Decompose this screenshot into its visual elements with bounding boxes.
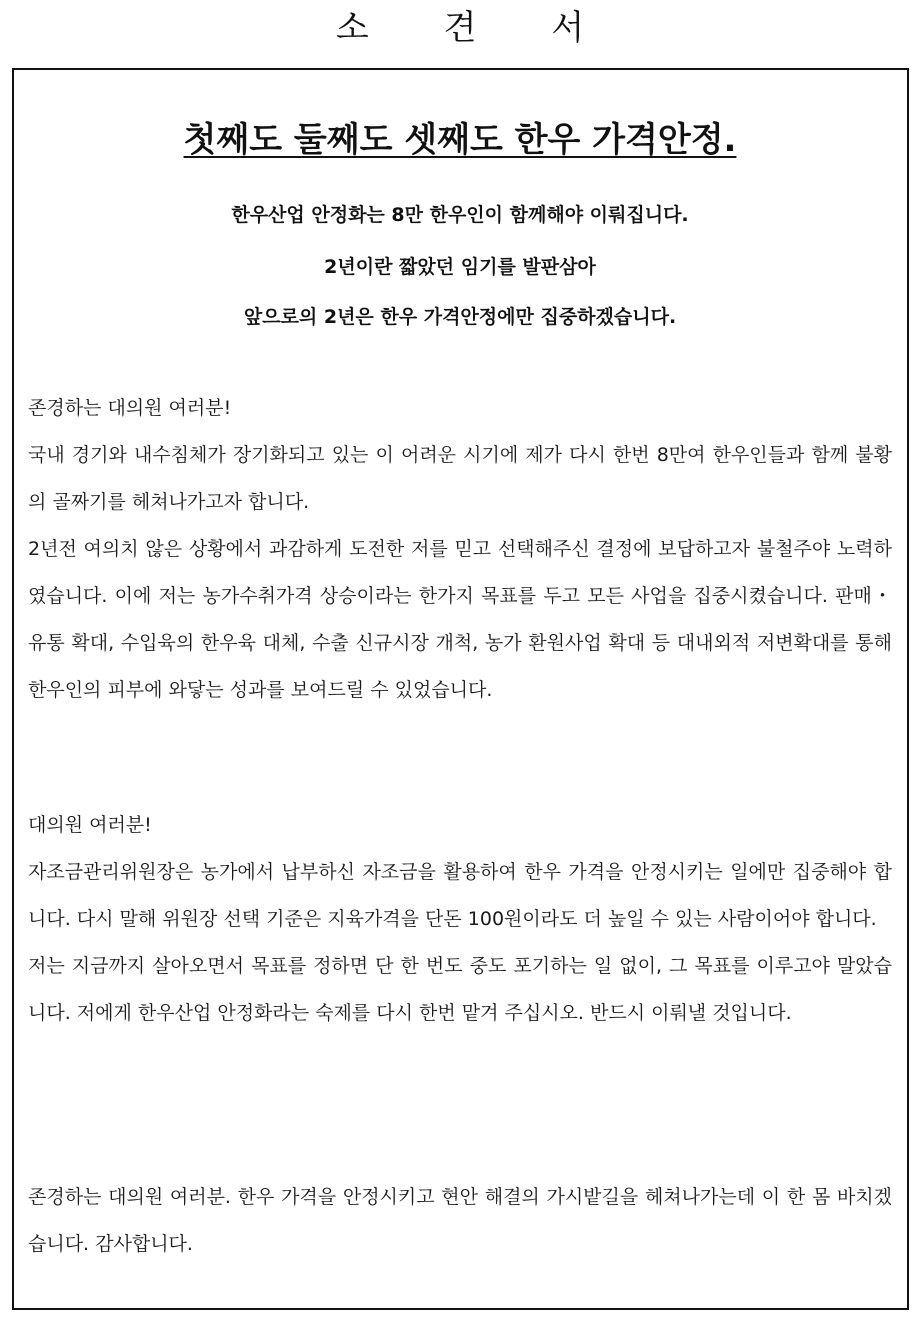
subline-2: 2년이란 짧았던 임기를 발판삼아 <box>324 256 596 278</box>
paragraph: 저는 지금까지 살아오면서 목표를 정하면 단 한 번도 중도 포기하는 일 없이, 그 목표를 이루고야 말았습니다. 저에게 한우산업 안정화라는 숙제를 다시 한번 맡겨 주십시오. 반드시 이뤄낼 것입니다. <box>28 955 892 1024</box>
greeting-1: 존경하는 대의원 여러분! <box>28 397 232 419</box>
section-3 <box>28 1174 892 1268</box>
paragraph: 2년전 여의치 않은 상황에서 과감하게 도전한 저를 믿고 선택해주신 결정에 보답하고자 불철주야 노력하였습니다. 이에 저는 농가수취가격 상승이라는 한가지 목표를 두고 모든 사업을 집중시켰습니다. 판매・유통 확대, 수입육의 한우육 대체, 수출 신규시장 개척, 농가 환원사업 확대 등 대내외적 저변확대를 통해 한우인의 피부에 와닿는 성과를 보여드릴 수 있었습니다. <box>28 538 892 701</box>
greeting-2: 대의원 여러분! <box>28 814 152 836</box>
section-1 <box>28 385 892 714</box>
closing-paragraph: 존경하는 대의원 여러분. 한우 가격을 안정시키고 현안 해결의 가시밭길을 헤쳐나가는데 이 한 몸 바치겠습니다. 감사합니다. <box>28 1186 892 1255</box>
section-2 <box>28 802 892 1037</box>
page-title: 소 견 서 <box>335 8 617 48</box>
headline-text: 첫째도 둘째도 셋째도 한우 가격안정. <box>183 120 737 160</box>
subline-1: 한우산업 안정화는 8만 한우인이 함께해야 이뤄집니다. <box>231 204 689 226</box>
headline <box>0 116 920 164</box>
subline-3: 앞으로의 2년은 한우 가격안정에만 집중하겠습니다. <box>243 306 677 328</box>
paragraph: 국내 경기와 내수침체가 장기화되고 있는 이 어려운 시기에 제가 다시 한번 8만여 한우인들과 함께 불황의 골짜기를 헤쳐나가고자 합니다. <box>28 444 892 513</box>
paragraph: 자조금관리위원장은 농가에서 납부하신 자조금을 활용하여 한우 가격을 안정시키는 일에만 집중해야 합니다. 다시 말해 위원장 선택 기준은 지육가격을 단돈 100원이라도 더 높일 수 있는 사람이어야 합니다. <box>28 861 892 930</box>
